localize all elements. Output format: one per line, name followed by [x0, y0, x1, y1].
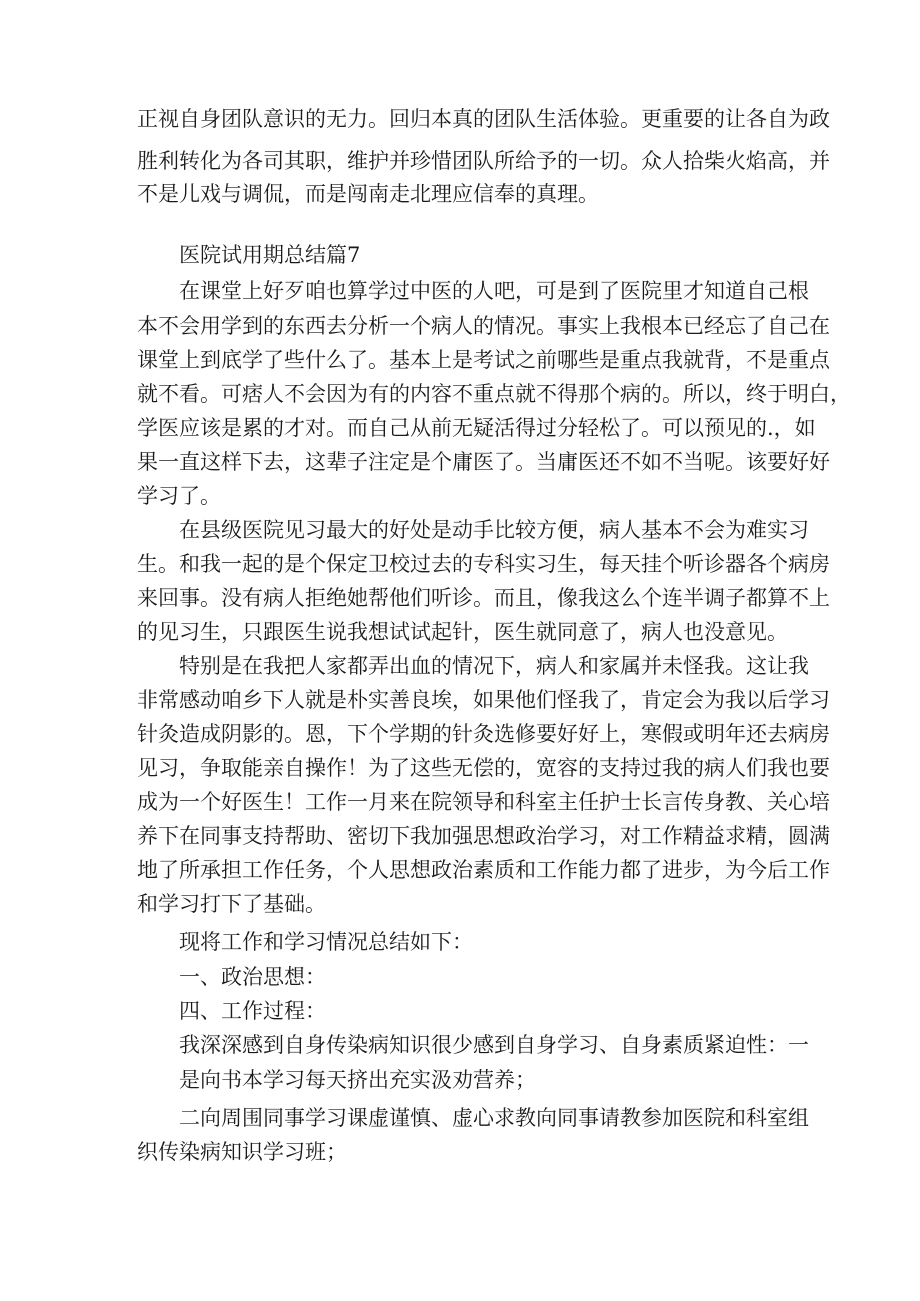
text-line: 的见习生，只跟医生说我想试试起针，医生就同意了，病人也没意见。: [137, 620, 788, 644]
text-line: 四、工作过程：: [179, 999, 326, 1023]
text-line: 针灸造成阴影的。恩，下个学期的针灸选修要好好上，寒假或明年还去病房: [137, 722, 830, 746]
text-line: 本不会用学到的东西去分析一个病人的情况。事实上我根本已经忘了自己在: [137, 314, 830, 338]
text-line: 养下在同事支持帮助、密切下我加强思想政治学习，对工作精益求精，圆满: [137, 824, 830, 848]
text-line: 一、政治思想：: [179, 965, 326, 989]
text-line: 织传染病知识学习班；: [137, 1140, 347, 1164]
text-line: 正视自身团队意识的无力。回归本真的团队生活体验。更重要的让各自为政: [137, 107, 830, 131]
text-line: 是向书本学习每天挤出充实汲劝营养；: [179, 1068, 536, 1092]
text-line: 非常感动咱乡下人就是朴实善良埃，如果他们怪我了，肯定会为我以后学习: [137, 688, 830, 712]
text-line: 地了所承担工作任务，个人思想政治素质和工作能力都了进步，为今后工作: [137, 858, 830, 882]
text-line: 来回事。没有病人拒绝她帮他们听诊。而且，像我这么个连半调子都算不上: [137, 586, 830, 610]
text-line: 生。和我一起的是个保定卫校过去的专科实习生，每天挂个听诊器各个病房: [137, 552, 830, 576]
text-line: 学医应该是累的才对。而自己从前无疑活得过分轻松了。可以预见的.，如: [137, 416, 816, 440]
text-line: 在课堂上好歹咱也算学过中医的人吧，可是到了医院里才知道自己根: [179, 279, 809, 303]
text-line: 成为一个好医生！工作一月来在院领导和科室主任护士长言传身教、关心培: [137, 790, 830, 814]
text-line: 胜利转化为各司其职，维护并珍惜团队所给予的一切。众人拾柴火焰高，并: [137, 149, 830, 173]
text-line: 在县级医院见习最大的好处是动手比较方便，病人基本不会为难实习: [179, 518, 809, 542]
text-line: 不是儿戏与调侃，而是闯南走北理应信奉的真理。: [137, 182, 599, 206]
text-line: 课堂上到底学了些什么了。基本上是考试之前哪些是重点我就背，不是重点: [137, 348, 830, 372]
text-line: 学习了。: [137, 484, 221, 508]
text-line: 果一直这样下去，这辈子注定是个庸医了。当庸医还不如不当呢。该要好好: [137, 450, 830, 474]
text-line: 就不看。可痞人不会因为有的内容不重点就不得那个病的。所以，终于明白，: [137, 382, 851, 406]
text-line: 特别是在我把人家都弄出血的情况下，病人和家属并未怪我。这让我: [179, 654, 809, 678]
text-line: 我深深感到自身传染病知识很少感到自身学习、自身素质紧迫性：一: [179, 1033, 809, 1057]
text-line: 和学习打下了基础。: [137, 892, 326, 916]
text-line: 见习，争取能亲自操作！为了这些无偿的，宽容的支持过我的病人们我也要: [137, 756, 830, 780]
text-line: 现将工作和学习情况总结如下：: [179, 930, 473, 954]
section-heading: 医院试用期总结篇7: [179, 243, 361, 267]
text-line: 二向周围同事学习课虚谨慎、虚心求教向同事请教参加医院和科室组: [179, 1106, 809, 1130]
